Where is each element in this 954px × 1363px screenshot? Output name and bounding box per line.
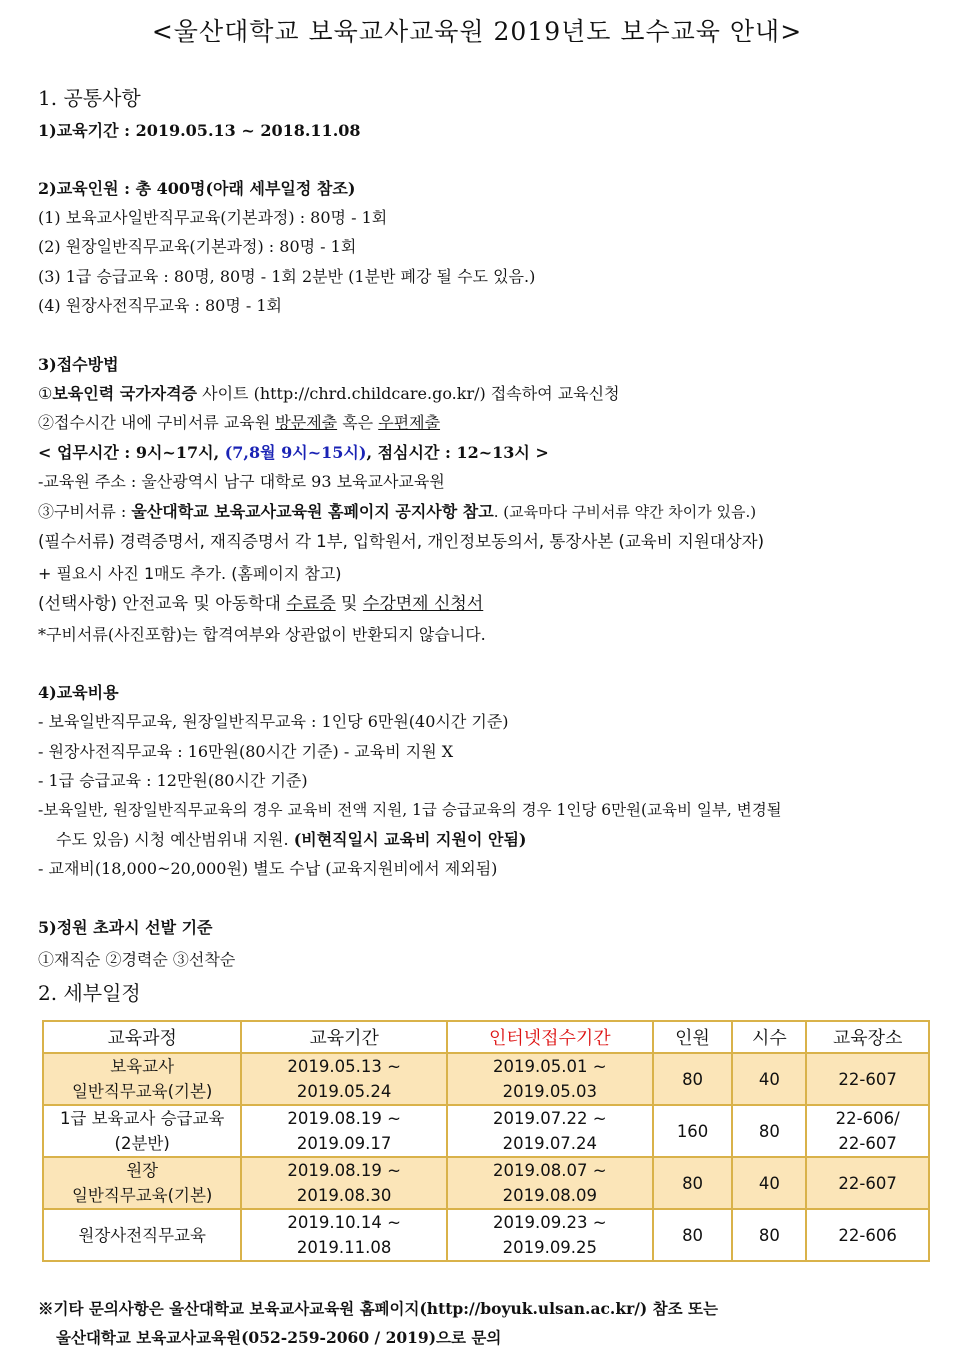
period-label: 1)교육기간 : 2019.05.13 ~ 2018.11.08 (38, 121, 361, 140)
apply-cell-line: 2019.07.24 (502, 1134, 598, 1153)
apply-cell-line: 2019.09.25 (502, 1238, 598, 1257)
period-cell-line: 2019.10.14 ~ (287, 1213, 401, 1232)
people-item: (3) 1급 승급교육 : 80명, 80명 - 1회 2분반 (1분반 폐강 될 수도 있음.) (38, 267, 536, 286)
people-item: (1) 보육교사일반직무교육(기본과정) : 80명 - 1회 (38, 208, 388, 227)
apply-site-name: 보육인력 국가자격증 (52, 384, 198, 403)
apply-cell (447, 1105, 653, 1157)
place-cell-line: 22-606 (838, 1225, 897, 1245)
apply-step-2 (38, 412, 440, 434)
apply-cell-line: 2019.07.22 ~ (493, 1109, 607, 1128)
table-header-row (43, 1021, 929, 1053)
period-cell-line: 2019.08.19 ~ (287, 1109, 401, 1128)
table-row (43, 1209, 929, 1261)
course-cell-line: 일반직무교육(기본) (71, 1186, 213, 1205)
lunch-hours: , 점심시간 : 12~13시 > (366, 443, 549, 462)
period-cell-line: 2019.08.19 ~ (287, 1161, 401, 1180)
people-cell: 80 (653, 1157, 733, 1209)
cost-item-cont (56, 829, 526, 851)
course-cell-line: 원장사전직무교육 (78, 1225, 206, 1245)
apply-cell (447, 1209, 653, 1261)
apply-cell (447, 1157, 653, 1209)
docs-optional-b: 및 (335, 594, 363, 614)
visit-submit: 방문제출 (275, 413, 338, 432)
people-cell: 80 (653, 1209, 733, 1261)
period-cell (241, 1157, 447, 1209)
material-cost: - 교재비(18,000~20,000원) 별도 수납 (교육지원비에서 제외됨) (38, 859, 498, 878)
hours-cell: 40 (732, 1157, 806, 1209)
office-hours-a: < 업무시간 : 9시~17시, (38, 443, 225, 462)
docs-optional-a: (선택사항) 안전교육 및 아동학대 (38, 594, 287, 614)
cost-item: -보육일반, 원장일반직무교육의 경우 교육비 전액 지원, 1급 승급교육의 경우 1인당 6만원(교육비 일부, 변경될 (38, 801, 782, 819)
apply-step-1-number: ① (38, 384, 53, 403)
place-cell (806, 1105, 929, 1157)
cost-cont-a: 수도 있음) 시청 예산범위내 지원. (56, 830, 294, 849)
exemption-form: 수강면제 신청서 (362, 594, 484, 614)
people-cell: 80 (653, 1053, 733, 1105)
header-apply: 인터넷접수기간 (447, 1021, 653, 1053)
table-row (43, 1157, 929, 1209)
place-cell-line: 22-606/ (835, 1109, 900, 1128)
period-cell-line: 2019.05.13 ~ (287, 1057, 401, 1076)
apply-step-2-text: ②접수시간 내에 구비서류 교육원 (38, 413, 276, 432)
table-row (43, 1053, 929, 1105)
cost-item: - 원장사전직무교육 : 16만원(80시간 기준) - 교육비 지원 X (38, 742, 454, 761)
section-1-heading: 1. 공통사항 (38, 86, 141, 110)
apply-cell-line: 2019.09.23 ~ (493, 1213, 607, 1232)
docs-line (38, 501, 756, 523)
certificate: 수료증 (286, 594, 336, 614)
apply-cell (447, 1053, 653, 1105)
apply-label: 3)접수방법 (38, 355, 119, 374)
docs-photo: + 필요시 사진 1매도 추가. (홈페이지 참고) (38, 564, 342, 583)
place-cell (806, 1053, 929, 1105)
docs-required: (필수서류) 경력증명서, 재직증명서 각 1부, 입학원서, 개인정보동의서, 통장사본 (교육비 지원대상자) (38, 532, 765, 551)
period-cell (241, 1105, 447, 1157)
course-cell-line: 일반직무교육(기본) (71, 1082, 213, 1101)
apply-cell-line: 2019.08.09 (502, 1186, 598, 1205)
course-cell-line: (2분반) (114, 1134, 170, 1153)
cost-label: 4)교육비용 (38, 683, 119, 702)
table-row (43, 1105, 929, 1157)
course-cell (43, 1053, 241, 1105)
course-cell (43, 1105, 241, 1157)
people-label: 2)교육인원 : 총 400명(아래 세부일정 참조) (38, 179, 356, 198)
page-title: <울산대학교 보육교사교육원 2019년도 보수교육 안내> (151, 17, 803, 46)
select-label: 5)정원 초과시 선발 기준 (38, 918, 213, 937)
people-cell: 160 (653, 1105, 733, 1157)
footer-line-1: ※기타 문의사항은 울산대학교 보육교사교육원 홈페이지(http://boyuk.ulsan.ac.kr/) 참조 또는 (38, 1299, 718, 1318)
footer-line-2: 울산대학교 보육교사교육원(052-259-2060 / 2019)으로 문의 (56, 1328, 502, 1347)
schedule-body (43, 1053, 929, 1261)
address: -교육원 주소 : 울산광역시 남구 대학로 93 보육교사교육원 (38, 472, 445, 491)
apply-step-1 (38, 383, 620, 405)
docs-return-note: *구비서류(사진포함)는 합격여부와 상관없이 반환되지 않습니다. (38, 625, 486, 644)
people-item: (4) 원장사전직무교육 : 80명 - 1회 (38, 296, 282, 315)
schedule-table (42, 1020, 930, 1262)
course-cell (43, 1157, 241, 1209)
course-cell-line: 보육교사 (110, 1057, 175, 1076)
cost-cont-b: (비현직일시 교육비 지원이 안됨) (293, 830, 527, 849)
docs-notice: 울산대학교 보육교사교육원 홈페이지 공지사항 참고 (131, 502, 494, 521)
cost-item: - 보육일반직무교육, 원장일반직무교육 : 1인당 6만원(40시간 기준) (38, 712, 509, 731)
apply-step-1-text: 사이트 (http://chrd.childcare.go.kr/) 접속하여 교육신청 (197, 384, 620, 403)
place-cell (806, 1157, 929, 1209)
docs-note-inline: . (교육마다 구비서류 약간 차이가 있음.) (493, 503, 757, 521)
header-period: 교육기간 (241, 1021, 447, 1053)
hours-cell: 80 (732, 1105, 806, 1157)
place-cell (806, 1209, 929, 1261)
hours-cell: 40 (732, 1053, 806, 1105)
header-people: 인원 (653, 1021, 733, 1053)
docs-optional (38, 593, 483, 615)
header-place: 교육장소 (806, 1021, 929, 1053)
place-cell-line: 22-607 (838, 1069, 897, 1089)
cost-item: - 1급 승급교육 : 12만원(80시간 기준) (38, 771, 308, 790)
summer-hours: (7,8월 9시~15시) (224, 443, 367, 462)
period-cell (241, 1053, 447, 1105)
hours-cell: 80 (732, 1209, 806, 1261)
office-hours (38, 442, 549, 464)
header-hours: 시수 (732, 1021, 806, 1053)
period-cell-line: 2019.11.08 (296, 1238, 392, 1257)
mail-submit: 우편제출 (378, 413, 441, 432)
apply-cell-line: 2019.05.03 (502, 1082, 598, 1101)
apply-step-2-or: 혹은 (337, 413, 379, 432)
place-cell-line: 22-607 (838, 1173, 897, 1193)
period-cell-line: 2019.08.30 (296, 1186, 392, 1205)
period-cell-line: 2019.05.24 (296, 1082, 392, 1101)
people-item: (2) 원장일반직무교육(기본과정) : 80명 - 1회 (38, 237, 357, 256)
period-cell (241, 1209, 447, 1261)
course-cell (43, 1209, 241, 1261)
docs-prefix: ③구비서류 : (38, 502, 132, 521)
course-cell-line: 1급 보육교사 승급교육 (59, 1109, 225, 1128)
course-cell-line: 원장 (126, 1161, 159, 1180)
apply-cell-line: 2019.05.01 ~ (493, 1057, 607, 1076)
apply-cell-line: 2019.08.07 ~ (493, 1161, 607, 1180)
header-course: 교육과정 (43, 1021, 241, 1053)
section-2-heading: 2. 세부일정 (38, 981, 141, 1005)
select-items: ①재직순 ②경력순 ③선착순 (38, 950, 236, 969)
period-cell-line: 2019.09.17 (296, 1134, 392, 1153)
place-cell-line: 22-607 (838, 1134, 897, 1153)
